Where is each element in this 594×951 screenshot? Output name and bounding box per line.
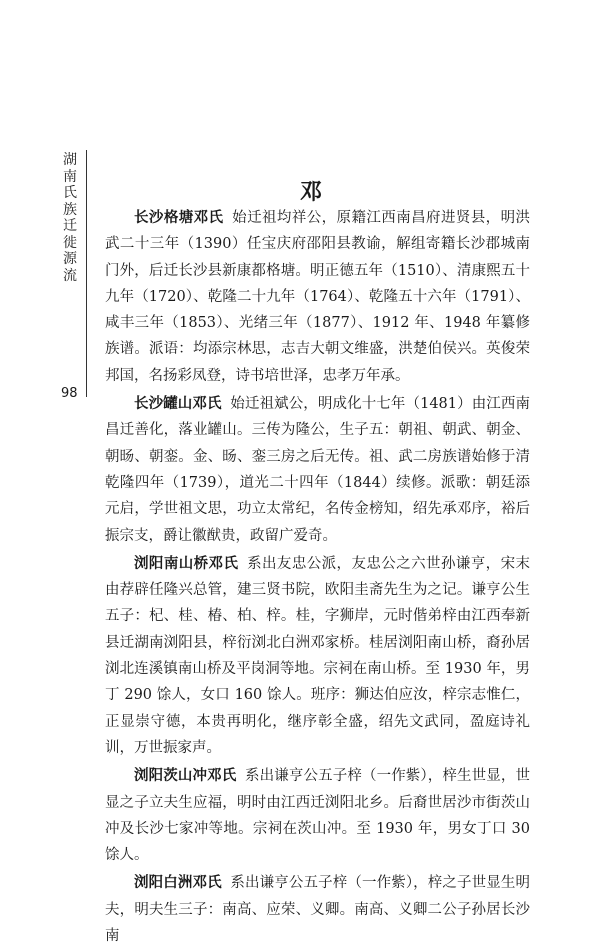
clan-entry-liuyang-nanshanqiao xyxy=(105,551,530,761)
entry-title: 浏阳白洲邓氏 xyxy=(134,875,222,892)
entry-text: 系出谦亨公五子梓（一作紫），梓生世显，世显之子立夫生应福，明时由江西迁浏阳北乡。后裔世居沙市街茨山冲及长沙七家冲等地。宗祠在茨山冲。至 1930 年，男女丁口 30 馀人。 xyxy=(105,768,531,864)
document-body xyxy=(105,205,530,951)
clan-entry-changsha-getang xyxy=(105,205,530,389)
book-title-vertical: 湖南氏族迁徙源流 xyxy=(63,152,77,284)
page-number: 98 xyxy=(61,386,78,401)
entry-title: 浏阳南山桥邓氏 xyxy=(134,555,239,572)
clan-entry-changsha-guanshan xyxy=(105,391,530,549)
clan-entry-liuyang-cishanchong xyxy=(105,763,530,868)
margin-rule xyxy=(86,150,87,397)
surname-heading: 邓 xyxy=(300,180,323,205)
entry-text: 系出谦亨公五子梓（一作紫），梓之子世显生明夫，明夫生三子：南高、应荣、义卿。南高、义卿二公子孙居长沙南 xyxy=(105,875,531,945)
entry-text: 系出友忠公派，友忠公之六世孙谦亨，宋末由荐辟任隆兴总管，建三贤书院，欧阳圭斋先生为之记。谦亨公生五子：杞、桂、椿、柏、梓。桂，字狮岸，元时偕弟梓由江西奉新县迁湖南浏阳县，梓衍浏北白洲邓家桥。桂居浏阳南山桥，裔孙居浏北连溪镇南山桥及平岗洞等地。宗祠在南山桥。至 1930 年，男丁 290 馀人，女口 160 馀人。班序：狮达伯应汝，梓宗志惟仁，正显崇守德，本贵再明化，继序彰全盛，绍先文武同，盈庭诗礼训，万世振家声。 xyxy=(105,555,531,756)
entry-title: 长沙罐山邓氏 xyxy=(134,396,222,413)
entry-title: 浏阳茨山冲邓氏 xyxy=(134,768,237,785)
clan-entry-liuyang-baizhou xyxy=(105,870,530,949)
entry-title: 长沙格塘邓氏 xyxy=(134,210,224,226)
entry-text: 始迁祖均祥公，原籍江西南昌府进贤县，明洪武二十三年（1390）任宝庆府邵阳县教谕，解组寄籍长沙郡城南门外，后迁长沙县新康都格塘。明正德五年（1510）、清康熙五十九年（1720）、乾隆二十九年（1764）、乾隆五十六年（1791）、咸丰三年（1853）、光绪三年（1877）、1912 年、1948 年纂修族谱。派语：均添宗林思，志吉大朝文维盛，洪楚伯侯兴。英俊荣邦国，名扬彩凤登，诗书培世泽，忠孝万年承。 xyxy=(105,210,531,384)
entry-text: 始迁祖斌公，明成化十七年（1481）由江西南昌迁善化，落业罐山。三传为隆公，生子五：朝祖、朝武、朝金、朝旸、朝銮。金、旸、銮三房之后无传。祖、武二房族谱始修于清乾隆四年（1739），道光二十四年（1844）续修。派歌：朝廷添元启，学世祖文思，功立太常纪，名传金榜知，绍先承邓序，裕后振宗支，爵让徽猷贵，政留广爱奇。 xyxy=(105,396,531,544)
